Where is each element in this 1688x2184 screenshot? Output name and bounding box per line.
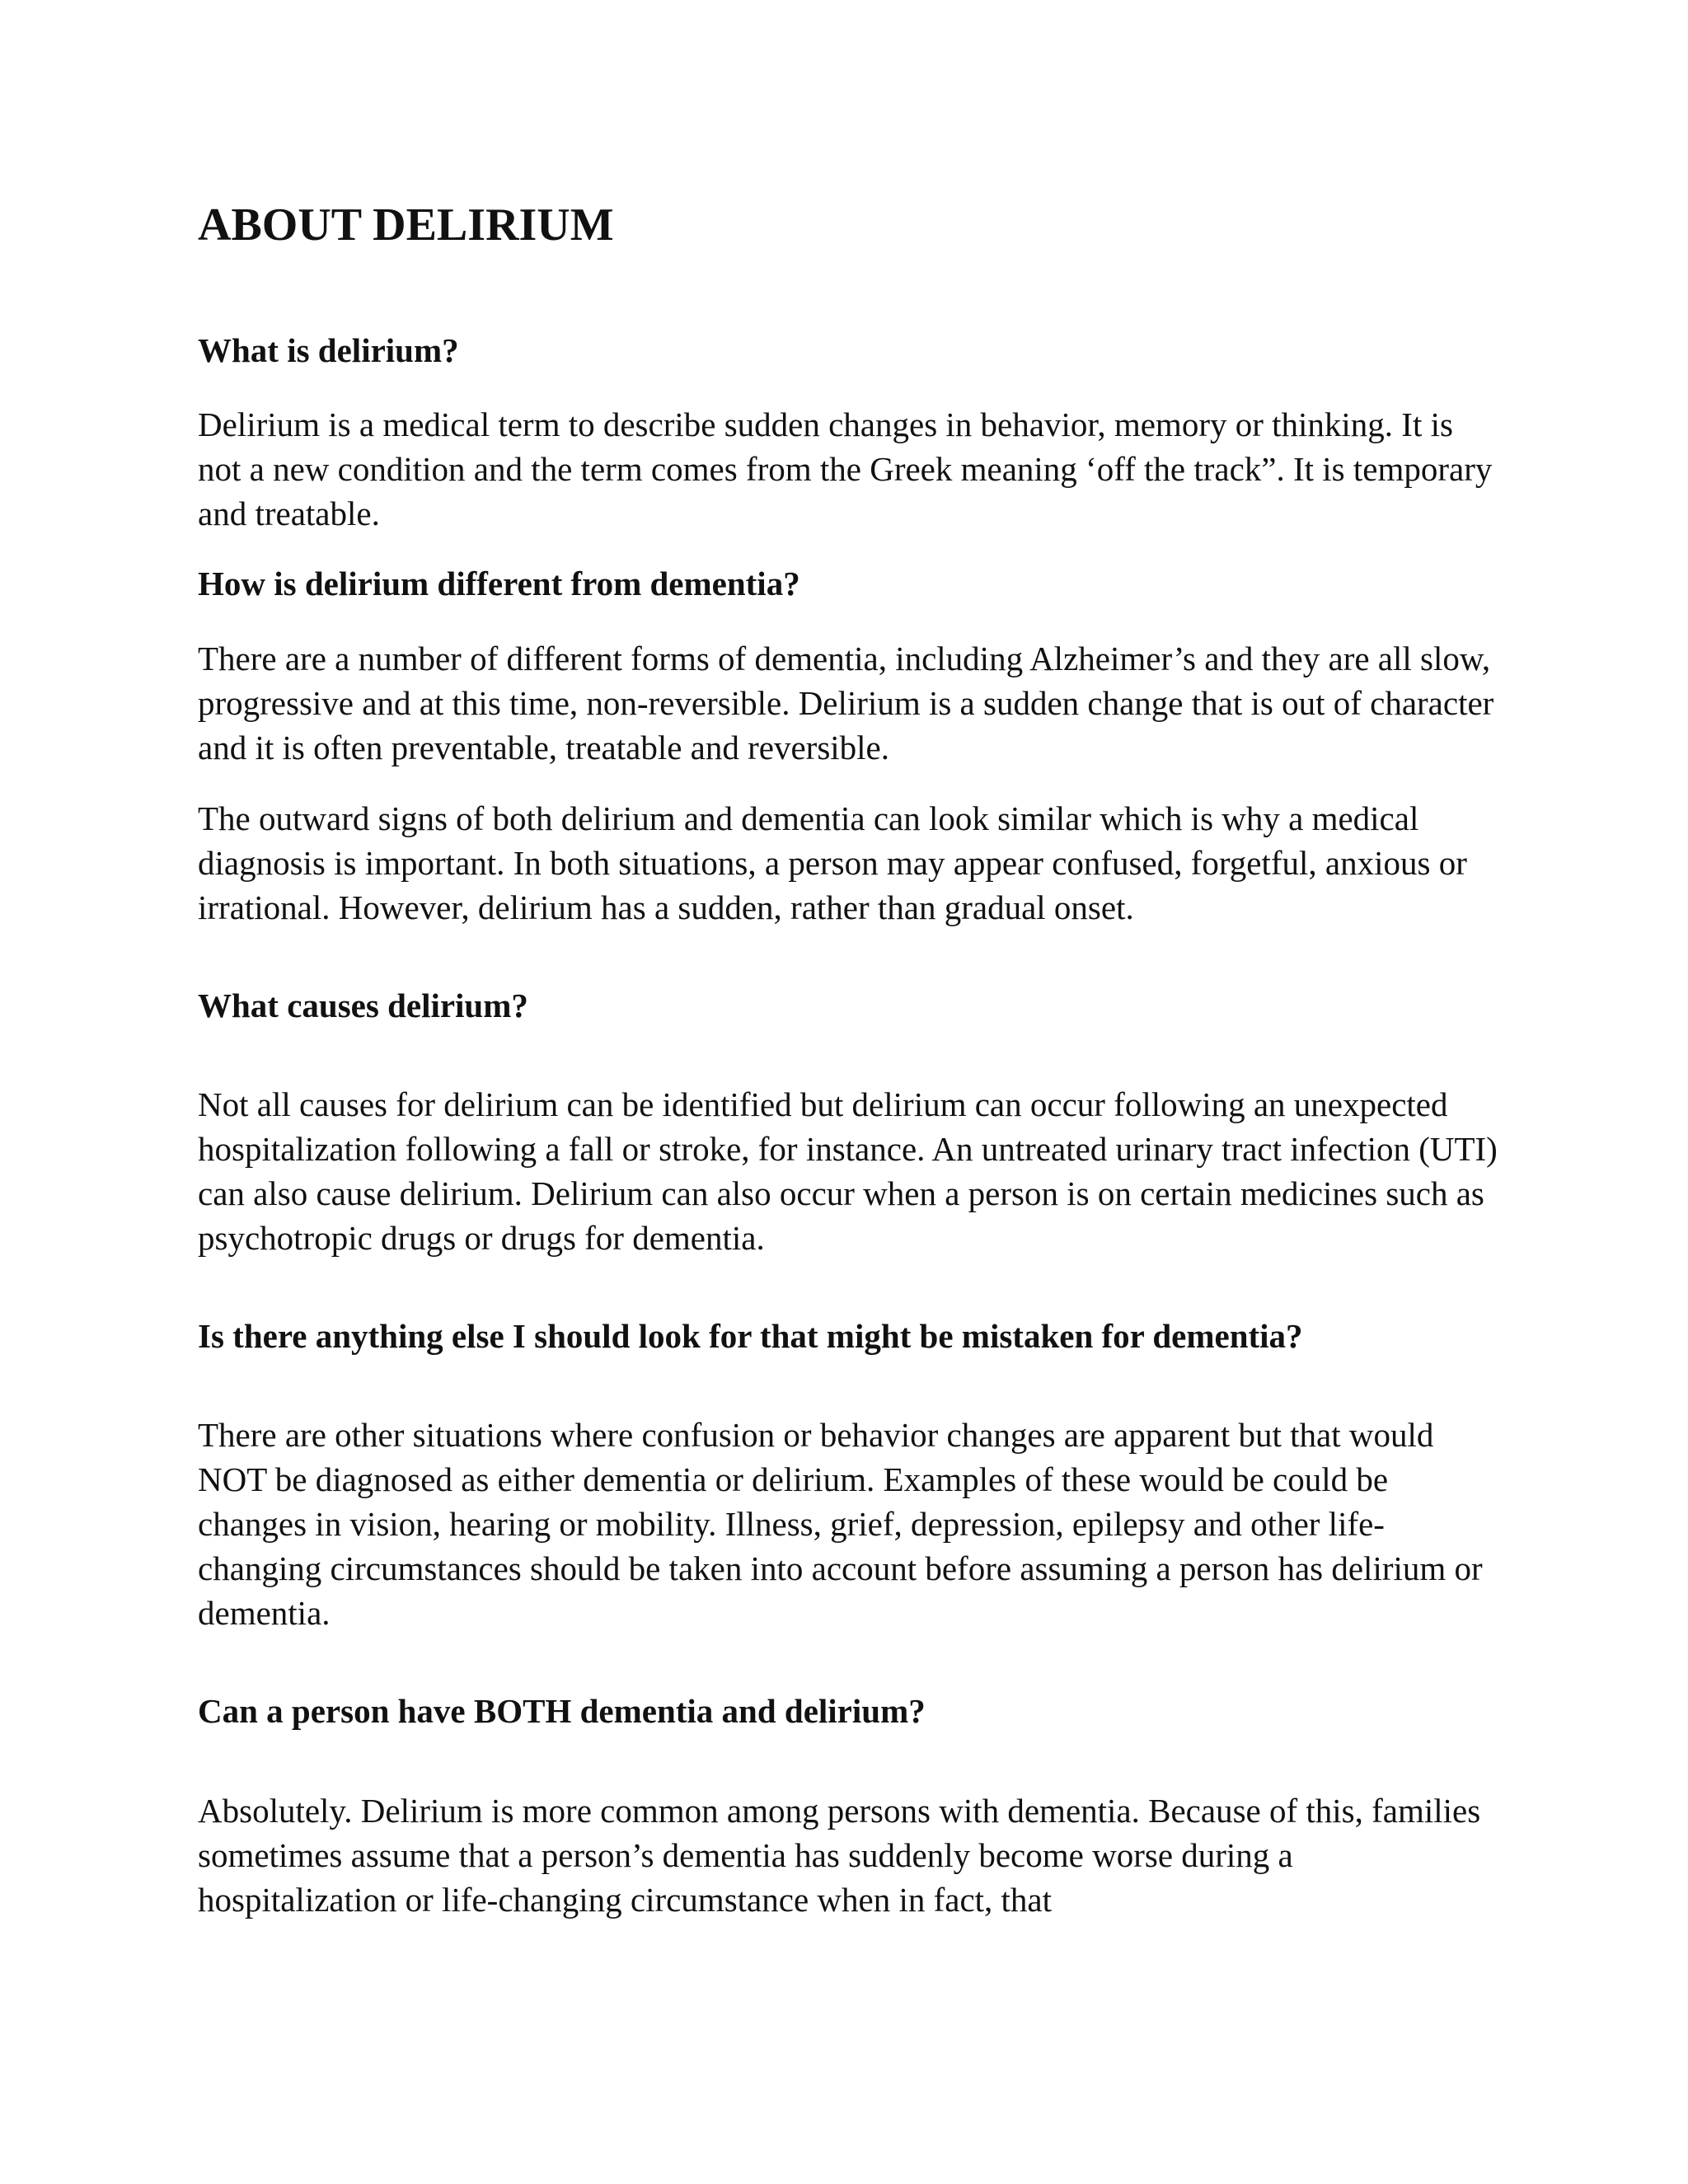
document-page — [198, 198, 1500, 1948]
section-paragraph: Delirium is a medical term to describe sudden changes in behavior, memory or thinking. It is not a new condition and the term comes from the Greek meaning ‘off the track”. It is temporary and treatable. — [198, 405, 1493, 533]
section-paragraph: The outward signs of both delirium and dementia can look similar which is why a medical diagnosis is important. In both situations, a person may appear confused, forgetful, anxious or irrational. However, delirium has a sudden, rather than gradual onset. — [198, 799, 1467, 926]
section-paragraph: Absolutely. Delirium is more common among persons with dementia. Because of this, families sometimes assume that a person’s dementia has suddenly become worse during a hospitalization or life-changing circumstance when in fact, that — [198, 1791, 1481, 1919]
section-paragraph: Not all causes for delirium can be identified but delirium can occur following an unexpected hospitalization following a fall or stroke, for instance. An untreated urinary tract infection (UTI) can also cause delirium. Delirium can also occur when a person is on certain medicines such as psychotropic drugs or drugs for dementia. — [198, 1085, 1498, 1258]
section-what-is-delirium — [198, 329, 1500, 536]
section-paragraph: There are a number of different forms of dementia, including Alzheimer’s and they are all slow, progressive and at this time, non-reversible. Delirium is a sudden change that is out of character and it is often preventable, treatable and reversible. — [198, 639, 1494, 766]
section-delirium-vs-dementia — [198, 562, 1500, 929]
section-heading: Is there anything else I should look for that might be mistaken for dementia? — [198, 1317, 1303, 1356]
section-heading: What causes delirium? — [198, 986, 528, 1024]
section-paragraph: There are other situations where confusion or behavior changes are apparent but that would NOT be diagnosed as either dementia or delirium. Examples of these would be could be changes in vision, hearing or mobility. Illness, grief, depression, epilepsy and other life-changing circumstances should be taken into account before assuming a person has delirium or dementia. — [198, 1416, 1483, 1633]
section-heading: What is delirium? — [198, 331, 459, 370]
section-heading: Can a person have BOTH dementia and delirium? — [198, 1692, 926, 1731]
page-title: ABOUT DELIRIUM — [198, 199, 614, 251]
section-mistaken-for-dementia — [198, 1315, 1500, 1635]
section-both — [198, 1690, 1500, 1921]
section-causes — [198, 984, 1500, 1260]
section-heading: How is delirium different from dementia? — [198, 565, 800, 603]
